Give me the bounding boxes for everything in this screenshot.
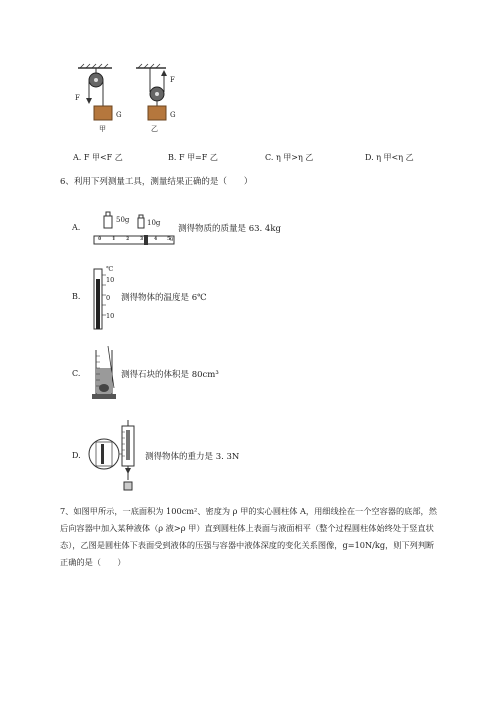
- g-label-left: G: [116, 111, 122, 119]
- q5-option-a[interactable]: A. F 甲<F 乙: [73, 153, 123, 162]
- thermometer-scale-labels: ℃ 10 0 10: [106, 265, 115, 320]
- q6-option-b-text: 测得物体的温度是 6℃: [121, 293, 207, 303]
- q6-option-a-letter[interactable]: A.: [72, 223, 81, 232]
- q5-option-c[interactable]: C. η 甲>η 乙: [265, 153, 314, 162]
- q6-option-c-letter[interactable]: C.: [72, 369, 81, 378]
- q6-option-d-letter[interactable]: D.: [72, 451, 81, 460]
- q5-option-b[interactable]: B. F 甲=F 乙: [168, 153, 218, 162]
- weight-10g-label: 10g: [147, 219, 161, 227]
- caption-right: 乙: [151, 125, 158, 133]
- force-label-left: F: [75, 94, 80, 102]
- q7-paragraph: [60, 503, 452, 571]
- graduated-cylinder: [90, 344, 120, 402]
- q7-line-4: 正确的是（ ）: [60, 557, 126, 567]
- q7-line-2: 后向容器中加入某种液体（ρ 液>ρ 甲）直到圆柱体上表面与液面相平（整个过程圆柱体始终处于竖直状: [60, 523, 434, 533]
- ruler-tick-labels: 0 1 2 3 4 5g: [98, 236, 174, 242]
- weight-50g-label: 50g: [116, 216, 130, 224]
- q7-line-1: 7、如图甲所示，一底面积为 100cm²、密度为 ρ 甲的实心圆柱体 A，用细线拴在一个空容器的底部，然: [60, 506, 437, 516]
- q6-option-c-text: 测得石块的体积是 80cm³: [121, 370, 219, 380]
- q6-stem: 6、利用下列测量工具，测量结果正确的是（ ）: [60, 177, 253, 187]
- pulley-figure-right: [132, 62, 192, 142]
- q5-option-d[interactable]: D. η 甲<η 乙: [365, 153, 414, 162]
- g-label-right: G: [170, 111, 176, 119]
- q7-line-3: 态），乙图是圆柱体下表面受到液体的压强与容器中液体深度的变化关系图像，g=10N/kg，则下列判断: [60, 540, 435, 550]
- caption-left: 甲: [99, 125, 106, 133]
- q6-option-b-letter[interactable]: B.: [72, 292, 81, 301]
- q6-option-d-text: 测得物体的重力是 3. 3N: [145, 452, 240, 462]
- q6-option-a-text: 测得物质的质量是 63. 4kg: [178, 224, 281, 234]
- spring-scale: [84, 418, 144, 492]
- force-label-right: F: [170, 76, 175, 84]
